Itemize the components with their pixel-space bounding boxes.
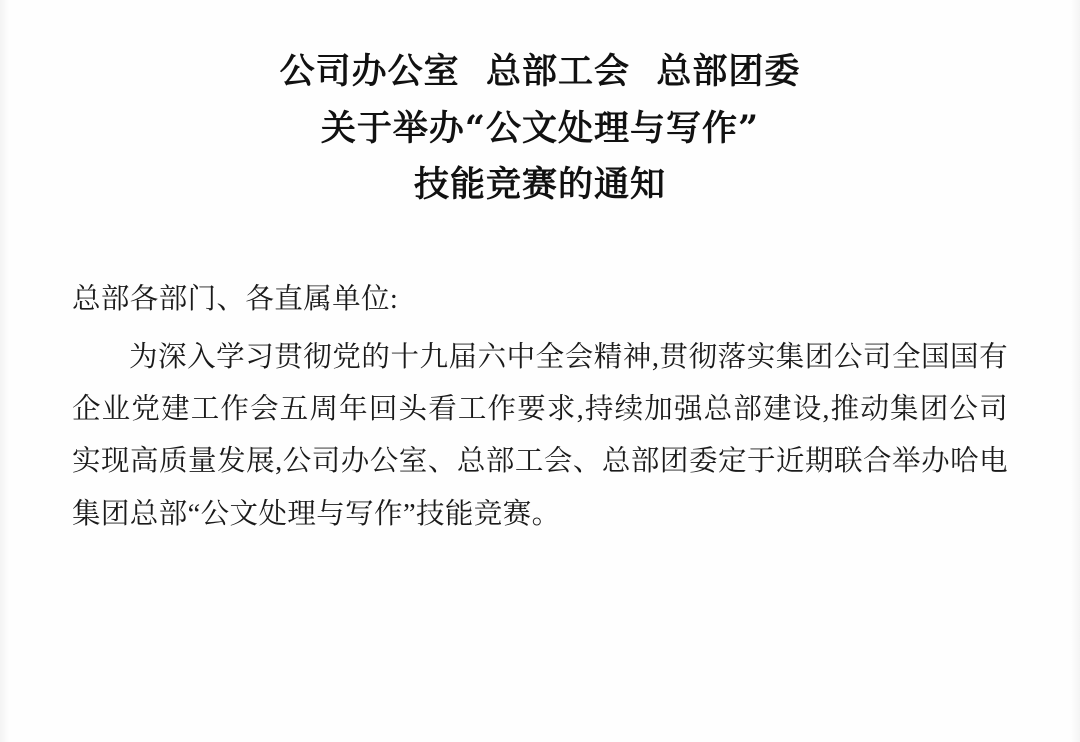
body-paragraph-1: 为深入学习贯彻党的十九届六中全会精神,贯彻落实集团公司全国国有企业党建工作会五周年回头看工作要求,持续加强总部建设,推动集团公司实现高质量发展,公司办公室、总部工会、总部团委定于近期联合举办哈电集团总部“公文处理与写作”技能竞赛。 <box>72 342 1008 530</box>
title-line-1: 公司办公室 总部工会 总部团委 <box>279 51 801 92</box>
document-title <box>72 44 1008 218</box>
page-edge-left <box>0 0 10 742</box>
title-line-2: 关于举办“公文处理与写作” <box>320 107 760 149</box>
salutation: 总部各部门、各直属单位: <box>72 284 399 316</box>
title-line-3: 技能竞赛的通知 <box>413 164 666 206</box>
page-edge-right <box>1070 0 1080 742</box>
document-body <box>72 274 1008 541</box>
